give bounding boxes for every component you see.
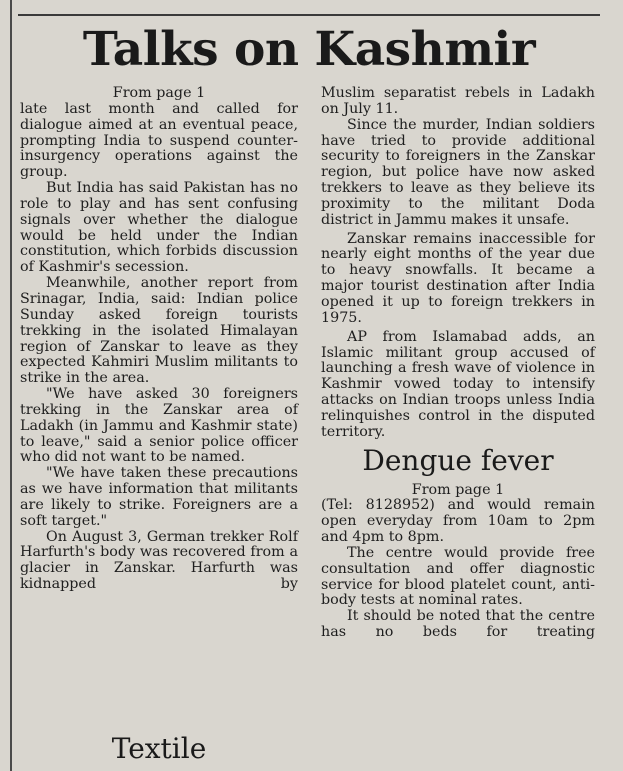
- headline-textile: Textile: [111, 732, 207, 765]
- article-column-left: [20, 86, 298, 593]
- paragraph: On August 3, German trekker Rolf Harfurth's body was recovered from a glacier in Zanskar. Harfurth was kidnapped by: [20, 528, 298, 593]
- top-rule: [18, 14, 600, 16]
- paragraph: Zanskar remains inaccessible for nearly eight months of the year due to heavy snowfalls. It became a major tourist destination after India opened it up to foreign trekkers in 1975.: [321, 230, 595, 326]
- kicker-from-page-1: From page 1: [411, 481, 505, 498]
- paragraph: late last month and called for dialogue aimed at an eventual peace, prompting India to suspend counter-insurgency operations against the group.: [20, 100, 298, 181]
- paragraph: AP from Islamabad adds, an Islamic militant group accused of launching a fresh wave of violence in Kashmir vowed today to intensify attacks on Indian troops unless India relinquishes control in the disputed territory.: [321, 328, 595, 440]
- article-column-right: [321, 86, 595, 641]
- paragraph: (Tel: 8128952) and would remain open everyday from 10am to 2pm and 4pm to 8pm.: [321, 497, 595, 546]
- paragraph: But India has said Pakistan has no role to play and has sent confusing signals over whether the dialogue would be held under the Indian constitution, which forbids discussion of Kashmir's secession.: [20, 180, 298, 276]
- paragraph: Since the murder, Indian soldiers have tried to provide additional security to foreigners in the Zanskar region, but police have now asked trekkers to leave as they believe its proximity to the militant Doda district in Jammu makes it unsafe.: [321, 116, 595, 228]
- paragraph: Meanwhile, another report from Srinagar, India, said: Indian police Sunday asked foreign tourists trekking in the isolated Himalayan region of Zanskar to leave as they expected Kahmiri Muslim militants to strike in the area.: [20, 275, 298, 387]
- paragraph: "We have taken these precautions as we have information that militants are likely to strike. Foreigners are a soft target.": [20, 465, 298, 529]
- headline-dengue-fever: Dengue fever: [362, 443, 554, 477]
- headline-talks-on-kashmir: Talks on Kashmir: [82, 22, 536, 77]
- page-edge-rule: [10, 0, 12, 771]
- paragraph: Muslim separatist rebels in Ladakh on July 11.: [321, 85, 595, 117]
- paragraph: It should be noted that the centre has no beds for treating: [321, 608, 595, 641]
- kicker-from-page-1: From page 1: [112, 85, 206, 101]
- paragraph: The centre would provide free consultation and offer diagnostic service for blood platelet count, anti-body tests at nominal rates.: [321, 544, 595, 609]
- paragraph: "We have asked 30 foreigners trekking in the Zanskar area of Ladakh (in Jammu and Kashmir state) to leave," said a senior police officer who did not want to be named.: [20, 386, 298, 466]
